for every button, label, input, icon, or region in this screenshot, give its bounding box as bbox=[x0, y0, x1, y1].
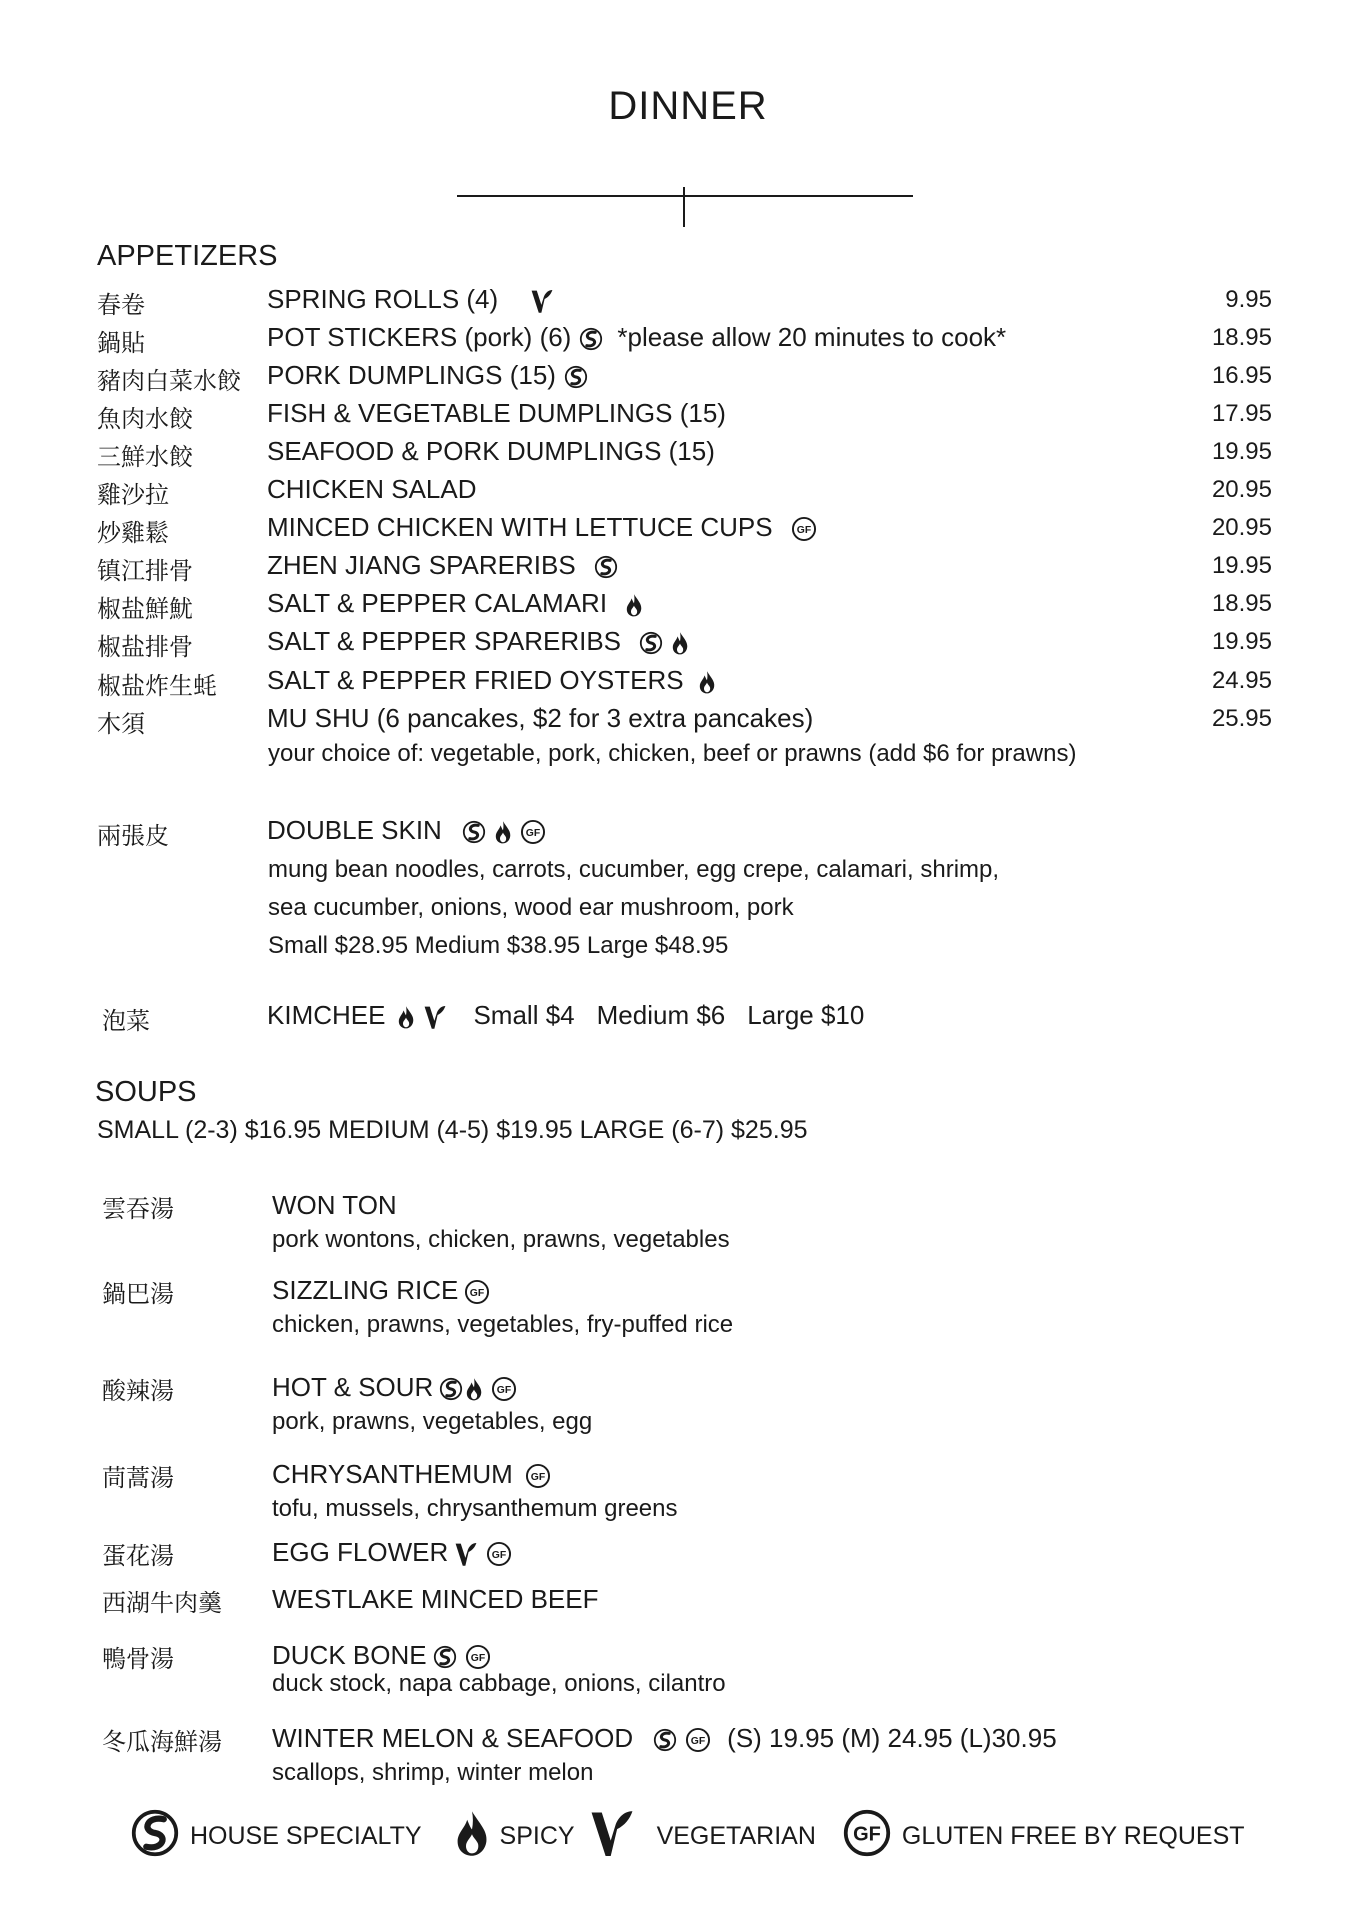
gluten-free-icon bbox=[486, 1541, 512, 1567]
item-chinese-name: 鍋貼 bbox=[97, 329, 145, 357]
item-name: SPRING ROLLS (4) bbox=[267, 284, 554, 315]
gluten-free-icon bbox=[465, 1644, 491, 1670]
item-chinese-name: 茼蒿湯 bbox=[102, 1464, 174, 1492]
item-description: scallops, shrimp, winter melon bbox=[272, 1759, 594, 1786]
price-large: Large $10 bbox=[747, 1000, 865, 1030]
house-specialty-icon bbox=[439, 1377, 463, 1401]
item-price: 19.95 bbox=[1211, 552, 1272, 579]
house-specialty-icon bbox=[130, 1808, 180, 1865]
item-name: WINTER MELON & SEAFOOD (S) 19.95 (M) 24.95 (L)30.95 bbox=[272, 1723, 1057, 1753]
price-small: Small $4 bbox=[473, 1000, 575, 1030]
item-chinese-name: 雞沙拉 bbox=[97, 481, 169, 509]
vegetarian-icon bbox=[589, 1807, 635, 1866]
legend-gluten-free: GLUTEN FREE BY REQUEST bbox=[901, 1821, 1245, 1850]
item-name: PORK DUMPLINGS (15) bbox=[267, 360, 588, 391]
legend-vegetarian: VEGETARIAN bbox=[656, 1821, 816, 1850]
item-description: sea cucumber, onions, wood ear mushroom, pork bbox=[268, 894, 794, 921]
item-price: 17.95 bbox=[1211, 400, 1272, 427]
vegetarian-icon bbox=[454, 1541, 478, 1567]
item-name: SIZZLING RICE bbox=[272, 1275, 490, 1306]
item-name: WESTLAKE MINCED BEEF bbox=[272, 1584, 599, 1614]
item-prices: (S) 19.95 (M) 24.95 (L)30.95 bbox=[727, 1723, 1057, 1753]
item-name: DUCK BONE bbox=[272, 1640, 491, 1671]
divider bbox=[457, 195, 913, 197]
item-name: SALT & PEPPER FRIED OYSTERS bbox=[267, 665, 716, 696]
section-heading-soups: SOUPS bbox=[95, 1076, 197, 1108]
item-description: your choice of: vegetable, pork, chicken, beef or prawns (add $6 for prawns) bbox=[268, 740, 1077, 767]
item-price: 18.95 bbox=[1211, 590, 1272, 617]
item-name: EGG FLOWER bbox=[272, 1537, 512, 1568]
gluten-free-icon bbox=[525, 1463, 551, 1489]
house-specialty-icon bbox=[433, 1645, 457, 1669]
item-chinese-name: 兩張皮 bbox=[97, 822, 169, 850]
item-name: HOT & SOUR bbox=[272, 1372, 517, 1403]
item-chinese-name: 蛋花湯 bbox=[102, 1542, 174, 1570]
spicy-icon bbox=[397, 1005, 415, 1029]
item-name: SEAFOOD & PORK DUMPLINGS (15) bbox=[267, 436, 715, 466]
vegetarian-icon bbox=[530, 288, 554, 314]
divider-tick bbox=[683, 187, 685, 227]
item-chinese-name: 三鮮水餃 bbox=[97, 443, 193, 471]
item-name: SALT & PEPPER SPARERIBS bbox=[267, 626, 689, 657]
item-chinese-name: 魚肉水餃 bbox=[97, 405, 193, 433]
item-chinese-name: 春卷 bbox=[97, 291, 145, 319]
house-specialty-icon bbox=[653, 1728, 677, 1752]
item-price: 24.95 bbox=[1211, 667, 1272, 694]
item-name: FISH & VEGETABLE DUMPLINGS (15) bbox=[267, 398, 726, 428]
item-price: 9.95 bbox=[1225, 286, 1272, 313]
legend bbox=[130, 1808, 1245, 1864]
item-name: MU SHU (6 pancakes, $2 for 3 extra pancakes) bbox=[267, 703, 814, 733]
house-specialty-icon bbox=[579, 327, 603, 351]
item-description: mung bean noodles, carrots, cucumber, egg crepe, calamari, shrimp, bbox=[268, 856, 1000, 883]
item-price: 18.95 bbox=[1211, 324, 1272, 351]
spicy-icon bbox=[494, 820, 512, 844]
item-chinese-name: 椒盐炸生蚝 bbox=[97, 672, 217, 700]
item-name: SALT & PEPPER CALAMARI bbox=[267, 588, 643, 619]
item-chinese-name: 木須 bbox=[97, 710, 145, 738]
item-description: chicken, prawns, vegetables, fry-puffed rice bbox=[272, 1311, 734, 1338]
spicy-icon bbox=[625, 593, 643, 617]
item-description: pork, prawns, vegetables, egg bbox=[272, 1408, 593, 1435]
item-name: MINCED CHICKEN WITH LETTUCE CUPS bbox=[267, 512, 817, 543]
item-chinese-name: 镇江排骨 bbox=[97, 557, 193, 585]
gluten-free-icon bbox=[842, 1808, 892, 1865]
item-price: 25.95 bbox=[1211, 705, 1272, 732]
vegetarian-icon bbox=[423, 1004, 447, 1030]
item-name: WON TON bbox=[272, 1190, 397, 1220]
item-name: CHRYSANTHEMUM bbox=[272, 1459, 551, 1490]
spicy-icon bbox=[454, 1808, 490, 1865]
item-name: KIMCHEE Small $4 Medium $6 Large $10 bbox=[267, 1000, 865, 1030]
item-chinese-name: 西湖牛肉羹 bbox=[102, 1589, 222, 1617]
item-description: pork wontons, chicken, prawns, vegetables bbox=[272, 1226, 730, 1253]
item-name: ZHEN JIANG SPARERIBS bbox=[267, 550, 618, 581]
house-specialty-icon bbox=[462, 820, 486, 844]
item-price: 20.95 bbox=[1211, 514, 1272, 541]
spicy-icon bbox=[465, 1377, 483, 1401]
item-chinese-name: 炒雞鬆 bbox=[97, 519, 169, 547]
gluten-free-icon bbox=[791, 516, 817, 542]
gluten-free-icon bbox=[685, 1727, 711, 1753]
item-prices: Small $28.95 Medium $38.95 Large $48.95 bbox=[268, 932, 729, 959]
item-chinese-name: 鍋巴湯 bbox=[102, 1280, 174, 1308]
item-price: 19.95 bbox=[1211, 438, 1272, 465]
page-title: DINNER bbox=[608, 84, 768, 128]
item-note: *please allow 20 minutes to cook* bbox=[617, 322, 1007, 352]
legend-house-specialty: HOUSE SPECIALTY bbox=[190, 1821, 422, 1850]
item-chinese-name: 豬肉白菜水餃 bbox=[97, 367, 241, 395]
item-price: 20.95 bbox=[1211, 476, 1272, 503]
legend-spicy: SPICY bbox=[499, 1821, 575, 1850]
item-chinese-name: 泡菜 bbox=[102, 1007, 150, 1035]
gluten-free-icon bbox=[520, 819, 546, 845]
spicy-icon bbox=[671, 631, 689, 655]
item-description: tofu, mussels, chrysanthemum greens bbox=[272, 1495, 678, 1522]
gluten-free-icon bbox=[491, 1376, 517, 1402]
section-heading-appetizers: APPETIZERS bbox=[97, 240, 278, 272]
item-name: POT STICKERS (pork) (6) *please allow 20 minutes to cook* bbox=[267, 322, 1007, 352]
item-name: DOUBLE SKIN bbox=[267, 815, 546, 846]
spicy-icon bbox=[698, 670, 716, 694]
item-chinese-name: 酸辣湯 bbox=[102, 1377, 174, 1405]
house-specialty-icon bbox=[594, 555, 618, 579]
item-chinese-name: 椒盐排骨 bbox=[97, 633, 193, 661]
house-specialty-icon bbox=[564, 365, 588, 389]
item-name: CHICKEN SALAD bbox=[267, 474, 477, 504]
item-chinese-name: 鴨骨湯 bbox=[102, 1645, 174, 1673]
item-description: duck stock, napa cabbage, onions, cilantro bbox=[272, 1670, 726, 1697]
item-chinese-name: 冬瓜海鮮湯 bbox=[102, 1728, 222, 1756]
item-price: 19.95 bbox=[1211, 628, 1272, 655]
price-medium: Medium $6 bbox=[596, 1000, 726, 1030]
item-chinese-name: 椒盐鮮魷 bbox=[97, 595, 193, 623]
gluten-free-icon bbox=[464, 1279, 490, 1305]
item-chinese-name: 雲吞湯 bbox=[102, 1195, 174, 1223]
soup-size-prices: SMALL (2-3) $16.95 MEDIUM (4-5) $19.95 LARGE (6-7) $25.95 bbox=[97, 1116, 808, 1144]
house-specialty-icon bbox=[639, 631, 663, 655]
item-price: 16.95 bbox=[1211, 362, 1272, 389]
